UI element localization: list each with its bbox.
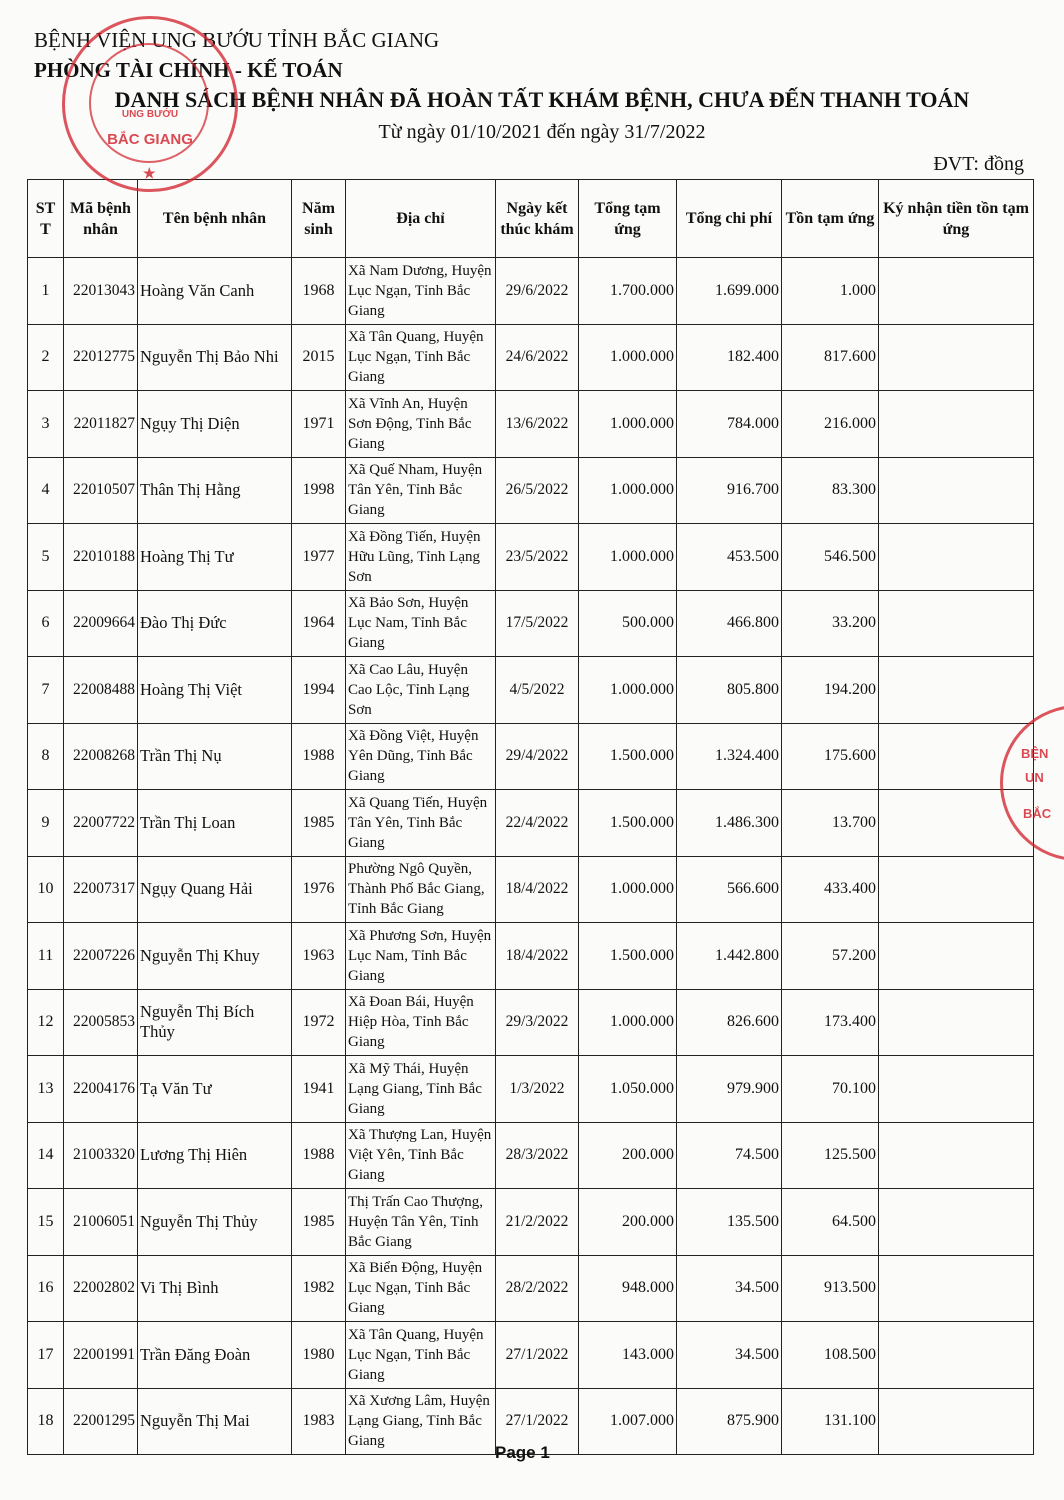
cell-remaining-advance: 131.100 [782, 1388, 879, 1455]
cell-total-cost: 135.500 [677, 1189, 782, 1256]
cell-birth-year: 1968 [292, 258, 346, 325]
cell-patient-code: 22004176 [64, 1056, 138, 1123]
cell-birth-year: 1977 [292, 524, 346, 591]
cell-birth-year: 1985 [292, 1189, 346, 1256]
cell-signature [879, 590, 1034, 657]
col-header-patient-code: Mã bệnh nhân [64, 180, 138, 258]
cell-birth-year: 1980 [292, 1322, 346, 1389]
cell-birth-year: 1988 [292, 1122, 346, 1189]
cell-stt: 5 [28, 524, 64, 591]
cell-birth-year: 1972 [292, 989, 346, 1056]
cell-patient-name: Tạ Văn Tư [138, 1056, 292, 1123]
cell-remaining-advance: 64.500 [782, 1189, 879, 1256]
cell-patient-code: 22002802 [64, 1255, 138, 1322]
table-row [28, 1056, 1034, 1123]
cell-address: Xã Phương Sơn, Huyện Lục Nam, Tỉnh Bắc Giang [346, 923, 496, 990]
cell-birth-year: 1971 [292, 391, 346, 458]
cell-total-cost: 875.900 [677, 1388, 782, 1455]
cell-birth-year: 1998 [292, 457, 346, 524]
table-row [28, 1255, 1034, 1322]
cell-patient-code: 22007722 [64, 790, 138, 857]
cell-patient-name: Hoàng Thị Tư [138, 524, 292, 591]
cell-birth-year: 1985 [292, 790, 346, 857]
cell-address: Thị Trấn Cao Thượng, Huyện Tân Yên, Tỉnh Bắc Giang [346, 1189, 496, 1256]
cell-signature [879, 258, 1034, 325]
cell-signature [879, 1056, 1034, 1123]
cell-total-cost: 1.486.300 [677, 790, 782, 857]
cell-total-cost: 466.800 [677, 590, 782, 657]
table-row [28, 923, 1034, 990]
cell-remaining-advance: 57.200 [782, 923, 879, 990]
cell-patient-name: Nguyễn Thị Mai [138, 1388, 292, 1455]
cell-total-advance: 1.500.000 [579, 923, 677, 990]
cell-stt: 4 [28, 457, 64, 524]
cell-address: Xã Quế Nham, Huyện Tân Yên, Tỉnh Bắc Giang [346, 457, 496, 524]
cell-remaining-advance: 817.600 [782, 324, 879, 391]
table-row [28, 723, 1034, 790]
cell-patient-name: Trần Đăng Đoàn [138, 1322, 292, 1389]
cell-total-advance: 1.000.000 [579, 324, 677, 391]
cell-total-advance: 948.000 [579, 1255, 677, 1322]
cell-stt: 12 [28, 989, 64, 1056]
table-row [28, 657, 1034, 724]
cell-signature [879, 1255, 1034, 1322]
cell-total-cost: 1.324.400 [677, 723, 782, 790]
cell-address: Phường Ngô Quyền, Thành Phố Bắc Giang, Tỉnh Bắc Giang [346, 856, 496, 923]
cell-signature [879, 391, 1034, 458]
cell-address: Xã Nam Dương, Huyện Lục Ngạn, Tỉnh Bắc Giang [346, 258, 496, 325]
col-header-total-advance: Tổng tạm ứng [579, 180, 677, 258]
cell-end-date: 27/1/2022 [496, 1388, 579, 1455]
cell-total-cost: 805.800 [677, 657, 782, 724]
cell-address: Xã Quang Tiến, Huyện Tân Yên, Tỉnh Bắc Giang [346, 790, 496, 857]
table-row [28, 1322, 1034, 1389]
cell-end-date: 13/6/2022 [496, 391, 579, 458]
cell-address: Xã Biển Động, Huyện Lục Ngạn, Tỉnh Bắc Giang [346, 1255, 496, 1322]
cell-patient-name: Lương Thị Hiên [138, 1122, 292, 1189]
page-number: Page 1 [495, 1443, 550, 1462]
cell-patient-name: Thân Thị Hằng [138, 457, 292, 524]
cell-remaining-advance: 70.100 [782, 1056, 879, 1123]
cell-address: Xã Xương Lâm, Huyện Lạng Giang, Tỉnh Bắc Giang [346, 1388, 496, 1455]
cell-birth-year: 1988 [292, 723, 346, 790]
cell-address: Xã Mỹ Thái, Huyện Lạng Giang, Tỉnh Bắc Giang [346, 1056, 496, 1123]
cell-stt: 15 [28, 1189, 64, 1256]
cell-total-advance: 1.000.000 [579, 989, 677, 1056]
cell-patient-name: Nguyễn Thị Thủy [138, 1189, 292, 1256]
cell-remaining-advance: 913.500 [782, 1255, 879, 1322]
cell-birth-year: 1983 [292, 1388, 346, 1455]
table-row [28, 1189, 1034, 1256]
cell-total-cost: 979.900 [677, 1056, 782, 1123]
cell-birth-year: 1976 [292, 856, 346, 923]
cell-address: Xã Thượng Lan, Huyện Việt Yên, Tỉnh Bắc Giang [346, 1122, 496, 1189]
cell-birth-year: 1963 [292, 923, 346, 990]
cell-total-cost: 34.500 [677, 1255, 782, 1322]
cell-patient-code: 22005853 [64, 989, 138, 1056]
table-row [28, 590, 1034, 657]
cell-stt: 3 [28, 391, 64, 458]
cell-total-cost: 182.400 [677, 324, 782, 391]
cell-signature [879, 856, 1034, 923]
table-row [28, 524, 1034, 591]
cell-total-cost: 784.000 [677, 391, 782, 458]
cell-patient-code: 21003320 [64, 1122, 138, 1189]
cell-patient-code: 22007317 [64, 856, 138, 923]
cell-end-date: 29/4/2022 [496, 723, 579, 790]
cell-end-date: 28/3/2022 [496, 1122, 579, 1189]
cell-total-cost: 826.600 [677, 989, 782, 1056]
cell-stt: 7 [28, 657, 64, 724]
cell-birth-year: 2015 [292, 324, 346, 391]
cell-total-cost: 453.500 [677, 524, 782, 591]
cell-patient-name: Nguyễn Thị Bảo Nhi [138, 324, 292, 391]
cell-patient-name: Đào Thị Đức [138, 590, 292, 657]
col-header-signature: Ký nhận tiền tồn tạm ứng [879, 180, 1034, 258]
cell-patient-code: 22013043 [64, 258, 138, 325]
cell-patient-code: 22008488 [64, 657, 138, 724]
cell-end-date: 22/4/2022 [496, 790, 579, 857]
cell-total-advance: 1.700.000 [579, 258, 677, 325]
hospital-seal-top-left: UNG BƯỚU BẮC GIANG ★ [62, 16, 238, 192]
cell-remaining-advance: 194.200 [782, 657, 879, 724]
cell-address: Xã Cao Lâu, Huyện Cao Lộc, Tỉnh Lạng Sơn [346, 657, 496, 724]
cell-stt: 9 [28, 790, 64, 857]
table-header-row [28, 180, 1034, 258]
hospital-seal-right: BỆN UN BẮC [1000, 705, 1064, 861]
cell-total-advance: 1.000.000 [579, 457, 677, 524]
cell-stt: 16 [28, 1255, 64, 1322]
cell-birth-year: 1964 [292, 590, 346, 657]
cell-total-advance: 1.500.000 [579, 723, 677, 790]
cell-end-date: 17/5/2022 [496, 590, 579, 657]
cell-total-advance: 1.500.000 [579, 790, 677, 857]
cell-total-advance: 200.000 [579, 1189, 677, 1256]
cell-total-cost: 74.500 [677, 1122, 782, 1189]
cell-signature [879, 524, 1034, 591]
col-header-patient-name: Tên bệnh nhân [138, 180, 292, 258]
cell-signature [879, 457, 1034, 524]
cell-remaining-advance: 108.500 [782, 1322, 879, 1389]
cell-total-advance: 1.000.000 [579, 856, 677, 923]
cell-patient-name: Hoàng Văn Canh [138, 258, 292, 325]
cell-patient-code: 22007226 [64, 923, 138, 990]
cell-patient-code: 22001991 [64, 1322, 138, 1389]
cell-patient-name: Vi Thị Bình [138, 1255, 292, 1322]
cell-remaining-advance: 546.500 [782, 524, 879, 591]
currency-unit: ĐVT: đồng [933, 153, 1024, 175]
cell-remaining-advance: 216.000 [782, 391, 879, 458]
cell-total-cost: 916.700 [677, 457, 782, 524]
cell-total-cost: 1.699.000 [677, 258, 782, 325]
cell-total-advance: 1.000.000 [579, 657, 677, 724]
cell-patient-name: Ngụy Quang Hải [138, 856, 292, 923]
col-header-address: Địa chỉ [346, 180, 496, 258]
cell-total-cost: 34.500 [677, 1322, 782, 1389]
cell-patient-code: 22010188 [64, 524, 138, 591]
patient-table [27, 179, 1034, 1455]
cell-remaining-advance: 173.400 [782, 989, 879, 1056]
cell-remaining-advance: 83.300 [782, 457, 879, 524]
cell-patient-name: Trần Thị Nụ [138, 723, 292, 790]
cell-stt: 11 [28, 923, 64, 990]
cell-total-advance: 1.050.000 [579, 1056, 677, 1123]
table-row [28, 457, 1034, 524]
cell-stt: 6 [28, 590, 64, 657]
cell-patient-code: 22011827 [64, 391, 138, 458]
cell-end-date: 18/4/2022 [496, 923, 579, 990]
cell-signature [879, 324, 1034, 391]
organization-name: BỆNH VIỆN UNG BƯỚU TỈNH BẮC GIANG [34, 28, 440, 52]
cell-address: Xã Vĩnh An, Huyện Sơn Động, Tỉnh Bắc Giang [346, 391, 496, 458]
cell-patient-name: Nguyễn Thị Bích Thủy [138, 989, 292, 1056]
cell-address: Xã Đoan Bái, Huyện Hiệp Hòa, Tỉnh Bắc Giang [346, 989, 496, 1056]
cell-total-cost: 566.600 [677, 856, 782, 923]
cell-stt: 13 [28, 1056, 64, 1123]
table-row [28, 856, 1034, 923]
cell-stt: 1 [28, 258, 64, 325]
cell-birth-year: 1982 [292, 1255, 346, 1322]
cell-stt: 14 [28, 1122, 64, 1189]
cell-patient-code: 22010507 [64, 457, 138, 524]
cell-signature [879, 1189, 1034, 1256]
cell-total-advance: 1.000.000 [579, 391, 677, 458]
cell-remaining-advance: 33.200 [782, 590, 879, 657]
cell-remaining-advance: 13.700 [782, 790, 879, 857]
cell-patient-code: 21006051 [64, 1189, 138, 1256]
cell-end-date: 29/3/2022 [496, 989, 579, 1056]
cell-patient-name: Ngụy Thị Diện [138, 391, 292, 458]
cell-address: Xã Đồng Tiến, Huyện Hữu Lũng, Tỉnh Lạng Sơn [346, 524, 496, 591]
cell-stt: 10 [28, 856, 64, 923]
cell-patient-name: Nguyễn Thị Khuy [138, 923, 292, 990]
cell-stt: 18 [28, 1388, 64, 1455]
cell-end-date: 24/6/2022 [496, 324, 579, 391]
table-row [28, 258, 1034, 325]
cell-birth-year: 1994 [292, 657, 346, 724]
department-name: PHÒNG TÀI CHÍNH - KẾ TOÁN [34, 58, 343, 82]
cell-end-date: 1/3/2022 [496, 1056, 579, 1123]
cell-end-date: 21/2/2022 [496, 1189, 579, 1256]
cell-address: Xã Tân Quang, Huyện Lục Ngạn, Tỉnh Bắc Giang [346, 324, 496, 391]
col-header-stt: ST T [28, 180, 64, 258]
col-header-birth-year: Năm sinh [292, 180, 346, 258]
cell-remaining-advance: 433.400 [782, 856, 879, 923]
cell-patient-code: 22009664 [64, 590, 138, 657]
cell-end-date: 28/2/2022 [496, 1255, 579, 1322]
col-header-total-cost: Tổng chi phí [677, 180, 782, 258]
cell-remaining-advance: 125.500 [782, 1122, 879, 1189]
cell-remaining-advance: 175.600 [782, 723, 879, 790]
cell-end-date: 27/1/2022 [496, 1322, 579, 1389]
cell-end-date: 18/4/2022 [496, 856, 579, 923]
cell-total-advance: 500.000 [579, 590, 677, 657]
cell-end-date: 26/5/2022 [496, 457, 579, 524]
cell-address: Xã Đồng Việt, Huyện Yên Dũng, Tỉnh Bắc Giang [346, 723, 496, 790]
table-row [28, 989, 1034, 1056]
date-range: Từ ngày 01/10/2021 đến ngày 31/7/2022 [378, 121, 706, 143]
cell-end-date: 4/5/2022 [496, 657, 579, 724]
cell-remaining-advance: 1.000 [782, 258, 879, 325]
cell-total-advance: 143.000 [579, 1322, 677, 1389]
cell-end-date: 23/5/2022 [496, 524, 579, 591]
cell-total-advance: 1.007.000 [579, 1388, 677, 1455]
cell-patient-code: 22012775 [64, 324, 138, 391]
cell-signature [879, 657, 1034, 724]
cell-total-advance: 1.000.000 [579, 524, 677, 591]
cell-patient-name: Trần Thị Loan [138, 790, 292, 857]
document-title: DANH SÁCH BỆNH NHÂN ĐÃ HOÀN TẤT KHÁM BỆNH, CHƯA ĐẾN THANH TOÁN [114, 87, 970, 112]
cell-total-advance: 200.000 [579, 1122, 677, 1189]
table-row [28, 391, 1034, 458]
cell-signature [879, 1388, 1034, 1455]
cell-patient-code: 22001295 [64, 1388, 138, 1455]
cell-signature [879, 989, 1034, 1056]
table-row [28, 324, 1034, 391]
cell-end-date: 29/6/2022 [496, 258, 579, 325]
cell-patient-name: Hoàng Thị Việt [138, 657, 292, 724]
cell-signature [879, 1322, 1034, 1389]
cell-total-cost: 1.442.800 [677, 923, 782, 990]
cell-signature [879, 1122, 1034, 1189]
cell-signature [879, 923, 1034, 990]
table-row [28, 1122, 1034, 1189]
cell-stt: 8 [28, 723, 64, 790]
cell-address: Xã Bảo Sơn, Huyện Lục Nam, Tỉnh Bắc Giang [346, 590, 496, 657]
table-row [28, 790, 1034, 857]
cell-stt: 17 [28, 1322, 64, 1389]
cell-stt: 2 [28, 324, 64, 391]
col-header-remaining-advance: Tồn tạm ứng [782, 180, 879, 258]
cell-patient-code: 22008268 [64, 723, 138, 790]
cell-birth-year: 1941 [292, 1056, 346, 1123]
col-header-end-date: Ngày kết thúc khám [496, 180, 579, 258]
cell-address: Xã Tân Quang, Huyện Lục Ngạn, Tỉnh Bắc Giang [346, 1322, 496, 1389]
